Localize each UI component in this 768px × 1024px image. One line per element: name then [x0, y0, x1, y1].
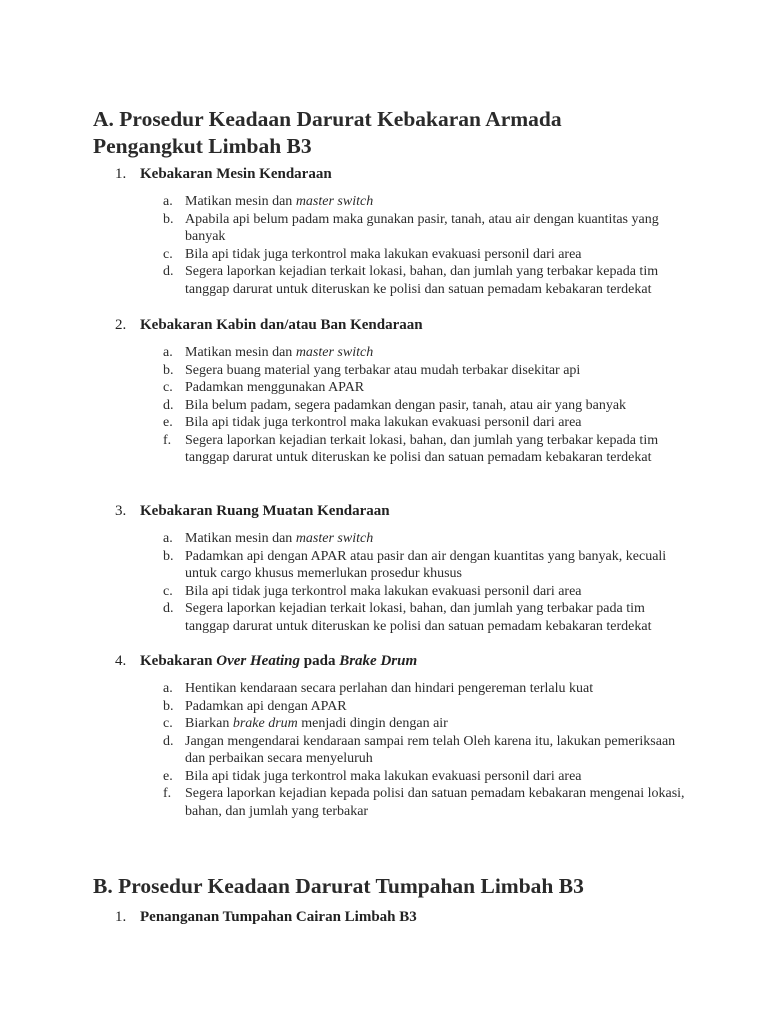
sub-item — [93, 246, 685, 264]
sub-letter: f. — [163, 786, 172, 801]
sub-italic: master switch — [295, 194, 374, 209]
sub-letter: e. — [163, 415, 173, 430]
sub-text: Bila api tidak juga terkontrol maka lakukan evakuasi personil dari area — [185, 415, 582, 430]
sub-item — [93, 211, 685, 246]
item-number: 4. — [115, 653, 127, 669]
sub-text: Bila api tidak juga terkontrol maka lakukan evakuasi personil dari area — [185, 246, 582, 262]
sub-text: Segera buang material yang terbakar atau mudah terbakar disekitar api — [185, 362, 581, 378]
sub-text: Padamkan menggunakan APAR — [185, 380, 365, 395]
sub-letter: c. — [163, 246, 173, 262]
item-number: 2. — [115, 317, 127, 333]
sub-item — [93, 715, 685, 733]
sub-text: Bila api tidak juga terkontrol maka lakukan evakuasi personil dari area — [185, 768, 582, 784]
sub-item — [93, 193, 685, 211]
sub-item — [93, 414, 685, 432]
sub-text: Segera laporkan kejadian terkait lokasi, bahan, dan jumlah yang terbakar pada tim tanggap darurat untuk diteruskan ke polisi dan satuan pemadam kebakaran terdekat — [185, 601, 652, 634]
item-title: Kebakaran Ruang Muatan Kendaraan — [140, 503, 390, 519]
sub-item — [93, 698, 685, 716]
sub-italic: master switch — [295, 345, 374, 360]
sub-text: Matikan mesin dan — [185, 531, 293, 546]
sub-letter: c. — [163, 380, 173, 395]
sub-text: Segera laporkan kejadian terkait lokasi, bahan, dan jumlah yang terbakar kepada tim tanggap darurat untuk diteruskan ke polisi dan satuan pemadam kebakaran terdekat — [185, 264, 659, 297]
sub-letter: d. — [163, 264, 174, 279]
sub-letter: c. — [163, 583, 173, 599]
sub-item — [93, 263, 685, 298]
item-title: Penanganan Tumpahan Cairan Limbah B3 — [140, 909, 417, 925]
sub-item — [93, 785, 685, 820]
sub-letter: a. — [163, 681, 173, 696]
sub-text: Matikan mesin dan — [185, 345, 293, 360]
item-number: 3. — [115, 503, 127, 519]
sub-item — [93, 600, 685, 635]
sub-letter: e. — [163, 768, 173, 784]
sub-item — [93, 379, 685, 397]
section-b-title: B. Prosedur Keadaan Darurat Tumpahan Limbah B3 — [93, 874, 584, 898]
sub-letter: f. — [163, 432, 172, 448]
item-number: 1. — [115, 166, 127, 182]
sub-letter: a. — [163, 194, 173, 209]
sub-item — [93, 680, 685, 698]
sub-item — [93, 397, 685, 415]
sub-item — [93, 344, 685, 362]
sub-letter: b. — [163, 548, 174, 564]
sub-item — [93, 548, 685, 583]
sub-letter: b. — [163, 698, 174, 714]
item-number: 1. — [115, 909, 127, 925]
section-a-title: A. Prosedur Keadaan Darurat Kebakaran Armada Pengangkut Limbah B3 — [93, 107, 562, 158]
sub-text: Biarkan — [185, 716, 230, 731]
sub-letter: c. — [163, 716, 173, 731]
sub-text: Apabila api belum padam maka gunakan pasir, tanah, atau air dengan kuantitas yang banyak — [185, 211, 659, 244]
sub-letter: d. — [163, 601, 174, 616]
sub-item — [93, 768, 685, 786]
sub-letter: a. — [163, 531, 173, 546]
sub-italic: brake drum — [232, 716, 298, 731]
sub-text: Bila belum padam, segera padamkan dengan pasir, tanah, atau air yang banyak — [185, 397, 627, 413]
sub-item — [93, 583, 685, 601]
list-item-1 — [93, 164, 713, 298]
sub-letter: b. — [163, 211, 174, 227]
item-title: Kebakaran Mesin Kendaraan — [140, 166, 332, 182]
sub-text: Padamkan api dengan APAR atau pasir dan air dengan kuantitas yang banyak, kecuali untuk cargo khusus memerlukan prosedur khusus — [185, 548, 667, 581]
list-item-2 — [93, 315, 713, 467]
sub-item — [93, 362, 685, 380]
sub-item — [93, 432, 685, 467]
sub-text: Segera laporkan kejadian kepada polisi dan satuan pemadam kebakaran mengenai lokasi, bahan, dan jumlah yang terbakar — [185, 786, 685, 819]
list-item-b1 — [93, 907, 713, 927]
sub-letter: d. — [163, 397, 174, 413]
item-title: Kebakaran Kabin dan/atau Ban Kendaraan — [140, 317, 423, 333]
sub-text: Padamkan api dengan APAR — [185, 698, 347, 714]
sub-item — [93, 733, 685, 768]
sub-italic: master switch — [295, 531, 374, 546]
sub-letter: d. — [163, 733, 174, 749]
sub-text: Hentikan kendaraan secara perlahan dan hindari pengereman terlalu kuat — [185, 681, 594, 696]
sub-item — [93, 530, 685, 548]
sub-text: Matikan mesin dan — [185, 194, 293, 209]
sub-text: Bila api tidak juga terkontrol maka lakukan evakuasi personil dari area — [185, 583, 582, 599]
item-title: Kebakaran Over Heating pada Brake Drum — [140, 653, 418, 669]
sub-text-after: menjadi dingin dengan air — [297, 716, 448, 731]
sub-letter: a. — [163, 345, 173, 360]
list-item-3 — [93, 501, 713, 635]
sub-text: Jangan mengendarai kendaraan sampai rem telah Oleh karena itu, lakukan pemeriksaan dan perbaikan secara menyeluruh — [185, 733, 676, 766]
sub-text: Segera laporkan kejadian terkait lokasi, bahan, dan jumlah yang terbakar kepada tim tanggap darurat untuk diteruskan ke polisi dan satuan pemadam kebakaran terdekat — [185, 432, 659, 465]
sub-letter: b. — [163, 362, 174, 378]
list-item-4 — [93, 651, 713, 820]
